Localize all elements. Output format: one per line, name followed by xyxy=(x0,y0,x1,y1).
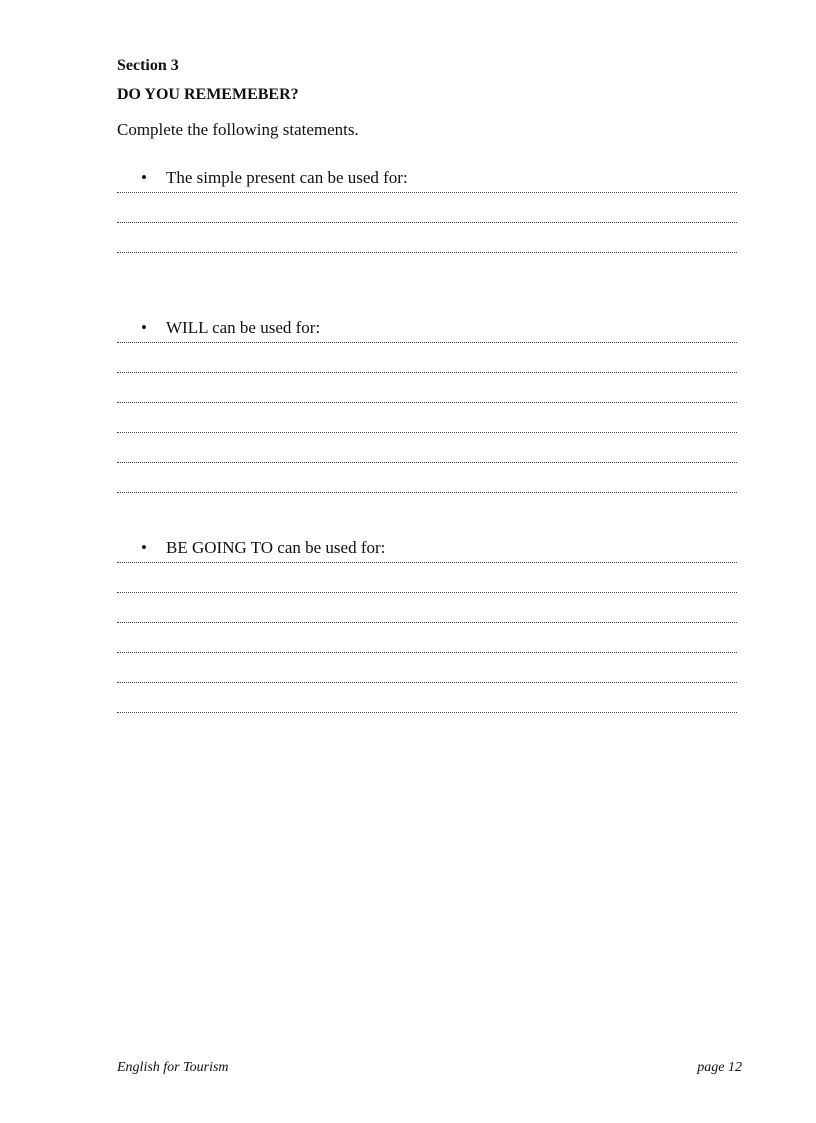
statement-text: The simple present can be used for: xyxy=(166,168,408,187)
statement-simple-present xyxy=(117,167,737,253)
page-heading: DO YOU REMEMEBER? xyxy=(117,86,299,103)
statement-line xyxy=(117,537,737,559)
statement-will xyxy=(117,317,737,493)
bullet-icon: • xyxy=(141,538,147,557)
answer-line[interactable] xyxy=(117,223,737,253)
answer-line[interactable] xyxy=(117,653,737,683)
statement-line xyxy=(117,167,737,189)
answer-line[interactable] xyxy=(117,343,737,373)
statement-be-going-to xyxy=(117,537,737,713)
section-label: Section 3 xyxy=(117,57,179,74)
answer-line[interactable] xyxy=(117,563,737,593)
answer-line[interactable] xyxy=(117,683,737,713)
answer-line[interactable] xyxy=(117,433,737,463)
answer-line[interactable] xyxy=(117,403,737,433)
bullet-icon: • xyxy=(141,168,147,187)
bullet-icon: • xyxy=(141,318,147,337)
statement-line xyxy=(117,317,737,339)
answer-line[interactable] xyxy=(117,623,737,653)
instruction-text: Complete the following statements. xyxy=(117,120,359,139)
footer-page-number: page 12 xyxy=(697,1060,742,1075)
statement-text: WILL can be used for: xyxy=(166,318,321,337)
answer-line[interactable] xyxy=(117,593,737,623)
answer-line[interactable] xyxy=(117,193,737,223)
statement-text: BE GOING TO can be used for: xyxy=(166,538,386,557)
answer-line[interactable] xyxy=(117,373,737,403)
answer-line[interactable] xyxy=(117,463,737,493)
footer-course-title: English for Tourism xyxy=(117,1060,229,1075)
